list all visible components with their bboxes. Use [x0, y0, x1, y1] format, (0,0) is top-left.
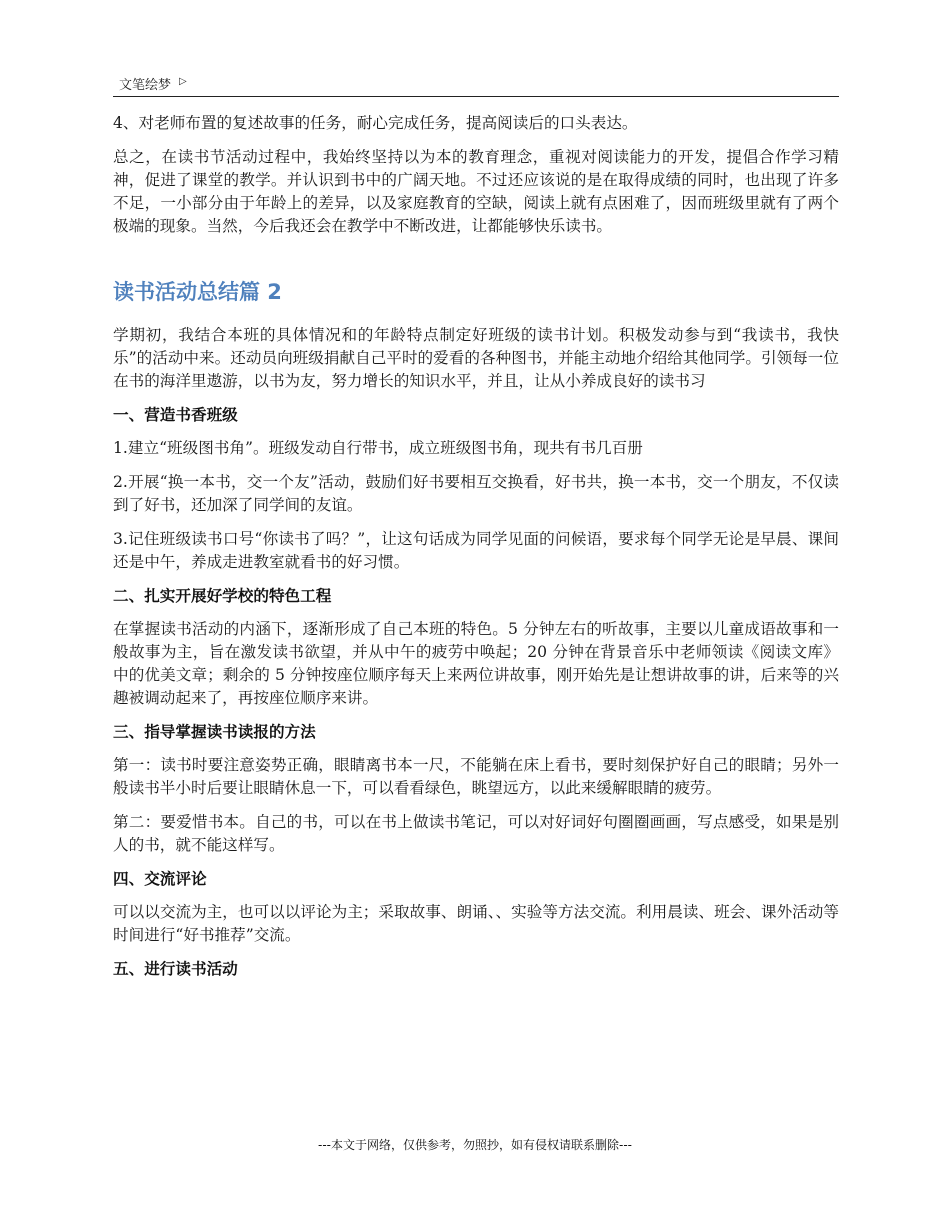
subheading: 五、进行读书活动 — [113, 960, 238, 978]
document-body — [113, 112, 839, 991]
intro-paragraph: 学期初，我结合本班的具体情况和的年龄特点制定好班级的读书计划。积极发动参与到“我读书，我快乐”的活动中来。还动员向班级捐献自己平时的爱看的各种图书，并能主动地介绍给其他同学。引领每一位在书的海洋里遨游，以书为友，努力增长的知识水平，并且，让从小养成良好的读书习 — [113, 326, 839, 390]
subheading: 四、交流评论 — [113, 870, 207, 888]
subheading: 一、营造书香班级 — [113, 406, 238, 424]
paragraph: 可以以交流为主，也可以以评论为主；采取故事、朗诵、、实验等方法交流。利用晨读、班会、课外活动等时间进行“好书推荐”交流。 — [113, 903, 839, 944]
paragraph: 1.建立“班级图书角”。班级发动自行带书，成立班级图书角，现共有书几百册 — [113, 439, 643, 457]
page-footer: ---本文于网络，仅供参考，勿照抄，如有侵权请联系删除--- — [318, 1138, 632, 1152]
paragraph: 在掌握读书活动的内涵下，逐渐形成了自己本班的特色。5 分钟左右的听故事，主要以儿童成语故事和一般故事为主，旨在激发读书欲望，并从中午的疲劳中唤起；20 分钟在背景音乐中老师领读《阅读文库》中的优美文章；剩余的 5 分钟按座位顺序每天上来两位讲故事，刚开始先是让想讲故事的讲，后来等的兴趣被调动起来了，再按座位顺序来讲。 — [113, 620, 839, 707]
paragraph: 第一：读书时要注意姿势正确，眼睛离书本一尺，不能躺在床上看书，要时刻保护好自己的眼睛；另外一般读书半小时后要让眼睛休息一下，可以看看绿色，眺望远方，以此来缓解眼睛的疲劳。 — [113, 756, 839, 797]
paragraph: 3.记住班级读书口号“你读书了吗？”，让这句话成为同学见面的问候语，要求每个同学无论是早晨、课间还是中午，养成走进教室就看书的好习惯。 — [113, 530, 839, 571]
triangle-right-icon: ▷ — [179, 75, 187, 87]
page-header — [113, 70, 839, 97]
subheading: 二、扎实开展好学校的特色工程 — [113, 587, 332, 605]
paragraph: 总之，在读书节活动过程中，我始终坚持以为本的教育理念，重视对阅读能力的开发，提倡合作学习精神，促进了课堂的教学。并认识到书中的广阔天地。不过还应该说的是在取得成绩的同时，也出现了许多不足，一小部分由于年龄上的差异，以及家庭教育的空缺，阅读上就有点困难了，因而班级里就有了两个极端的现象。当然，今后我还会在教学中不断改进，让都能够快乐读书。 — [113, 148, 839, 235]
paragraph: 2.开展“换一本书，交一个友”活动，鼓励们好书要相互交换看，好书共，换一本书，交一个朋友，不仅读到了好书，还加深了同学间的友谊。 — [113, 473, 839, 514]
paragraph: 4、对老师布置的复述故事的任务，耐心完成任务，提高阅读后的口头表达。 — [113, 114, 638, 132]
section-title: 读书活动总结篇 2 — [113, 280, 282, 304]
header-title: 文笔绘梦 — [119, 77, 172, 93]
subheading: 三、指导掌握读书读报的方法 — [113, 723, 316, 741]
paragraph: 第二：要爱惜书本。自己的书，可以在书上做读书笔记，可以对好词好句圈圈画画，写点感受，如果是别人的书，就不能这样写。 — [113, 813, 839, 854]
